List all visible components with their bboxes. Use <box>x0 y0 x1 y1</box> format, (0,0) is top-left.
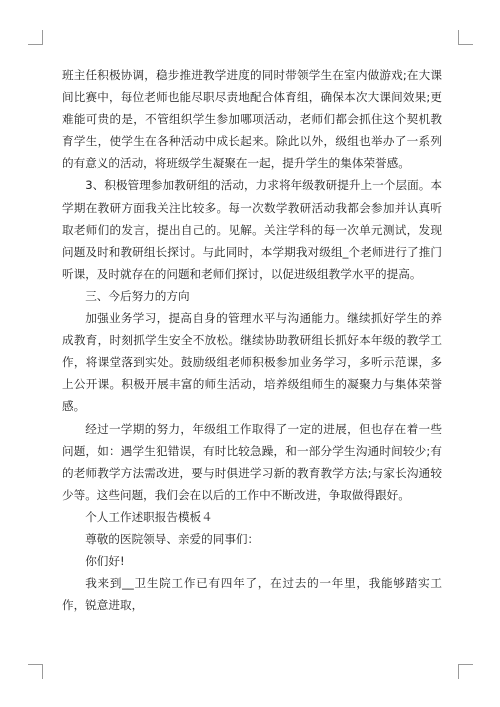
crop-mark-top-left <box>28 30 43 45</box>
crop-mark-top-right <box>458 30 473 45</box>
paragraph-continuation: 班主任积极协调，稳步推进教学进度的同时带领学生在室内做游戏;在大课间比赛中，每位老师也能尽职尽责地配合体育组，确保本次大课间效果;更难能可贵的是，不管组织学生参加哪项活动，老师们都会抓住这个契机教育学生，使学生在各种活动中成长起来。除此以外，级组也举办了一系列的有意义的活动，将班级学生凝聚在一起，提升学生的集体荣誉感。 <box>62 68 442 171</box>
crop-mark-bottom-right <box>458 664 473 679</box>
paragraph-problems-summary: 经过一学期的努力，年级组工作取得了一定的进展，但也存在着一些问题，如：遇学生犯错误，有时比较急躁，和一部分学生沟通时间较少;有的老师教学方法需改进，要与时俱进学习新的教育教学方法;与家长沟通较少等。这些问题，我们会在以后的工作中不断改进，争取做得跟好。 <box>62 421 442 502</box>
salutation: 尊敬的医院领导、亲爱的同事们： <box>85 531 260 546</box>
paragraph-intro: 我来到__卫生院工作已有四年了，在过去的一年里，我能够踏实工作，锐意进取， <box>62 576 442 613</box>
paragraph-teaching-research: 3、积极管理参加教研组的活动，力求将年级教研提升上一个层面。本学期在教研方面我关注比较多。每一次数学教研活动我都会参加并认真听取老师们的发言，提出自己的。见解。关注学科的每一次单元测试，发现问题及时和教研组长探讨。与此同时，本学期我对级组_个老师进行了推门听课，及时就存在的问题和老师们探讨，以促进级组教学水平的提高。 <box>62 178 442 281</box>
section-heading-future-direction: 三、今后努力的方向 <box>85 288 190 303</box>
document-body <box>62 64 442 616</box>
paragraph-strengthen-study: 加强业务学习，提高自身的管理水平与沟通能力。继续抓好学生的养成教育，时刻抓学生安全不放松。继续协助教研组长抓好本年级的教学工作，将课堂落到实处。鼓励级组老师积极参加业务学习，多听示范课，多上公开课。积极开展丰富的师生活动，培养级组师生的凝聚力与集体荣誉感。 <box>62 311 442 414</box>
template-title: 个人工作述职报告模板４ <box>85 509 213 524</box>
greeting: 你们好! <box>85 554 125 569</box>
crop-mark-bottom-left <box>28 664 43 679</box>
